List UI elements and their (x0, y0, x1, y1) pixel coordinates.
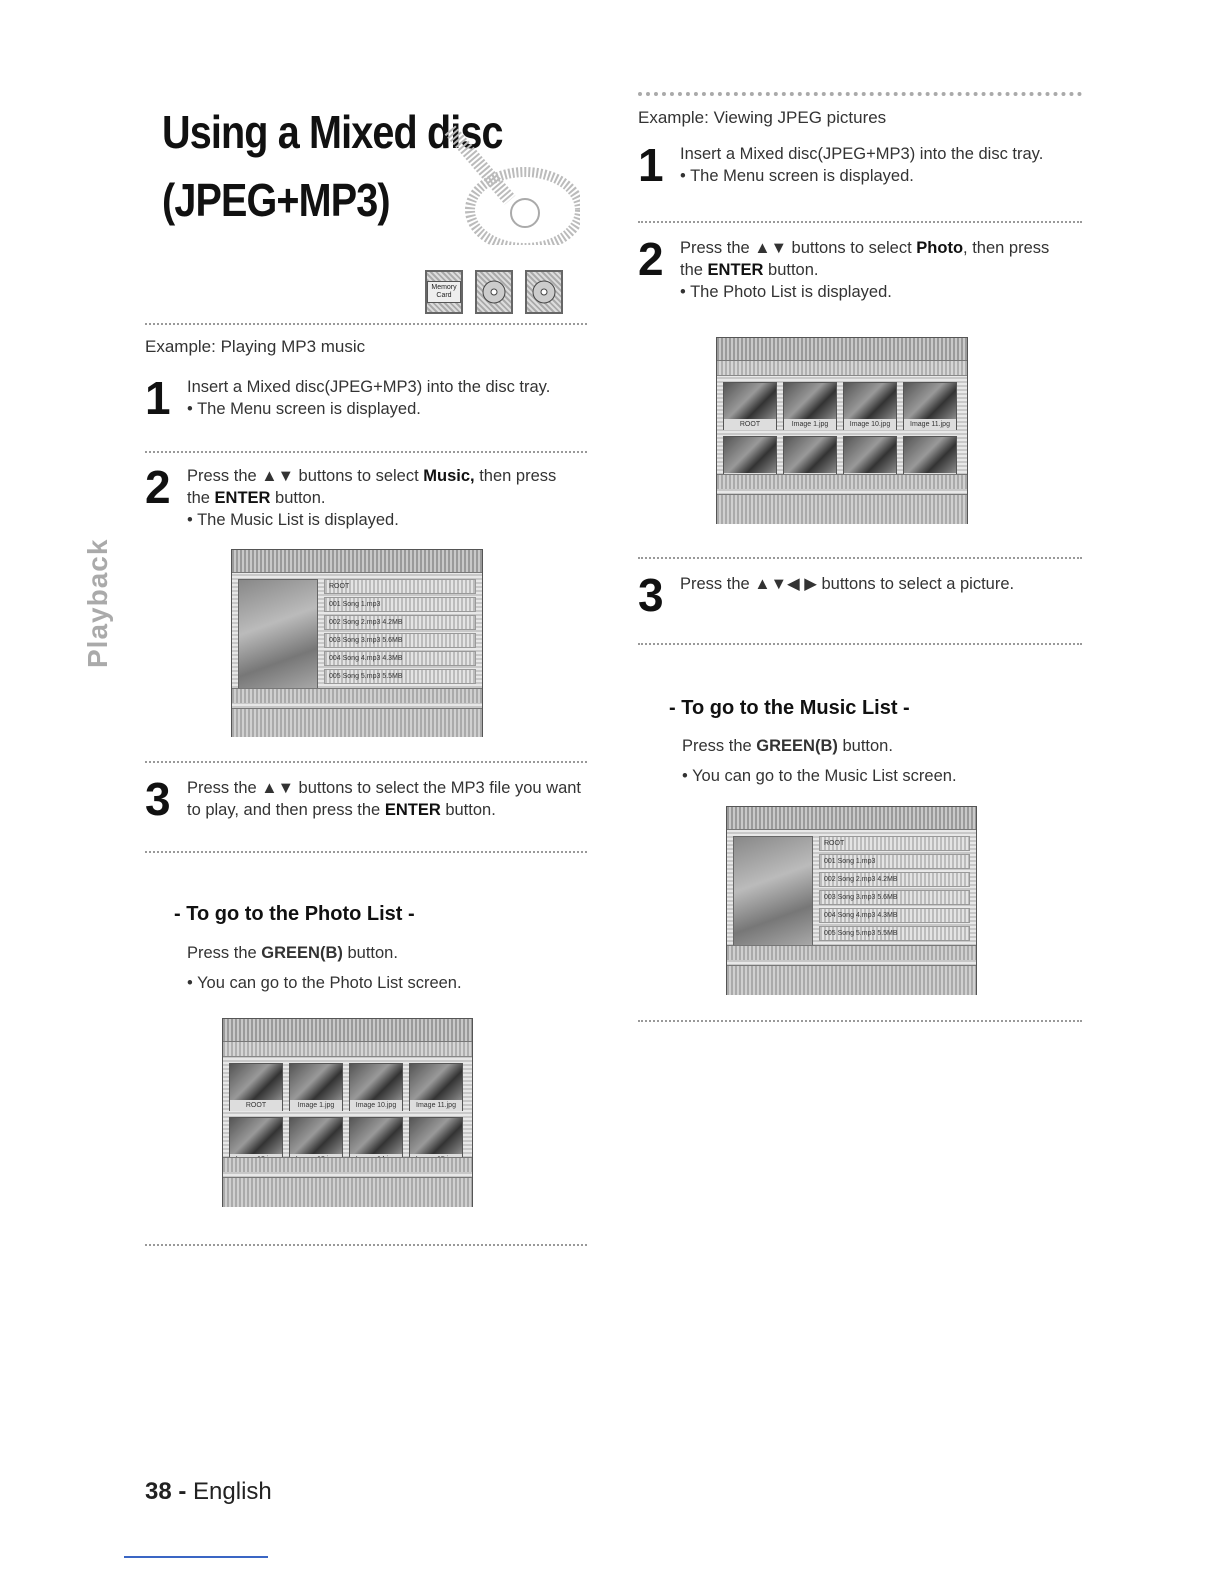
divider (145, 761, 587, 763)
list-item: 002 Song 2.mp3 4.2MB (819, 872, 970, 887)
thumbnail-label: ROOT (230, 1100, 282, 1111)
thumbnail-label: ROOT (724, 419, 776, 430)
step-subtext: • The Music List is displayed. (187, 511, 399, 529)
disc-icon (475, 270, 513, 314)
thumbnail-label: Image 11.jpg (904, 419, 956, 430)
photo-thumbnail (843, 382, 897, 430)
step-subtext: • The Menu screen is displayed. (680, 167, 914, 185)
list-item: 003 Song 3.mp3 5.6MB (324, 633, 476, 648)
divider (145, 1244, 587, 1246)
list-item: 004 Song 4.mp3 4.3MB (324, 651, 476, 666)
list-item: 001 Song 1.mp3 (324, 597, 476, 612)
divider (638, 1020, 1082, 1022)
step-number: 1 (638, 139, 664, 191)
photo-thumbnail (723, 382, 777, 430)
thumbnail-label: Image 10.jpg (844, 419, 896, 430)
step-number: 2 (145, 461, 171, 513)
divider (145, 851, 587, 853)
photo-list-instruction: Press the GREEN(B) button. (187, 944, 398, 962)
list-item: 003 Song 3.mp3 5.6MB (819, 890, 970, 905)
list-item: 005 Song 5.mp3 5.5MB (819, 926, 970, 941)
step-number: 3 (638, 569, 664, 621)
step-1 (145, 372, 595, 424)
divider (638, 221, 1082, 223)
footer-rule (124, 1556, 268, 1558)
thumbnail-label: Image 1.jpg (290, 1100, 342, 1111)
page-number: 38 - English (145, 1478, 272, 1505)
step-text: Press the ▲▼ buttons to select the MP3 file you want (187, 779, 582, 797)
step-number: 3 (145, 773, 171, 825)
list-item: 005 Song 5.mp3 5.5MB (324, 669, 476, 684)
list-item: 002 Song 2.mp3 4.2MB (324, 615, 476, 630)
step-text: Press the ▲▼◀ ▶ buttons to select a picture. (680, 575, 1015, 593)
music-list-heading: - To go to the Music List - (669, 697, 910, 719)
list-item: ROOT (324, 579, 476, 594)
music-list-screenshot (726, 806, 977, 995)
example-label: Example: Playing MP3 music (145, 337, 366, 356)
photo-list-heading: - To go to the Photo List - (174, 903, 415, 925)
memory-card-icon: Memory Card (425, 270, 463, 314)
step-text: Insert a Mixed disc(JPEG+MP3) into the disc tray. (680, 145, 1044, 163)
step-3 (638, 569, 1088, 621)
photo-thumbnail (229, 1063, 283, 1111)
divider (145, 451, 587, 453)
title-line-1: Using a Mixed disc (162, 106, 503, 158)
divider (638, 643, 1082, 645)
example-label: Example: Viewing JPEG pictures (638, 108, 887, 127)
divider (638, 557, 1082, 559)
step-2: 2 Press the ▲▼ buttons to select Photo, then press the ENTER button. • The Photo List is displayed. (638, 233, 1050, 301)
step-subtext: • The Photo List is displayed. (680, 283, 892, 301)
step-2: 2 Press the ▲▼ buttons to select Music, then press the ENTER button. • The Music List is displayed. (145, 461, 557, 529)
list-item: ROOT (819, 836, 970, 851)
photo-list-screenshot (222, 1018, 473, 1207)
step-text: Insert a Mixed disc(JPEG+MP3) into the disc tray. (187, 378, 551, 396)
divider (638, 92, 1082, 96)
photo-list-note: • You can go to the Photo List screen. (187, 974, 462, 992)
step-number: 1 (145, 372, 171, 424)
media-icons (425, 270, 563, 314)
thumbnail-label: Image 10.jpg (350, 1100, 402, 1111)
music-list-screenshot (231, 549, 483, 737)
step-1 (638, 139, 1088, 191)
list-item: 001 Song 1.mp3 (819, 854, 970, 869)
music-list-instruction: Press the GREEN(B) button. (682, 737, 893, 755)
photo-thumbnail (783, 382, 837, 430)
list-item: 004 Song 4.mp3 4.3MB (819, 908, 970, 923)
photo-thumbnail (349, 1063, 403, 1111)
photo-thumbnail (289, 1063, 343, 1111)
title-line-2: (JPEG+MP3) (162, 174, 390, 226)
step-3: 3 Press the ▲▼ buttons to select the MP3 file you want to play, and then press the ENTER button. (145, 773, 582, 825)
step-subtext: • The Menu screen is displayed. (187, 400, 421, 418)
divider (145, 323, 587, 325)
photo-thumbnail (409, 1063, 463, 1111)
photo-thumbnail (903, 382, 957, 430)
photo-list-screenshot (716, 337, 968, 524)
disc-icon (525, 270, 563, 314)
step-number: 2 (638, 233, 664, 285)
section-tab-playback: Playback (82, 538, 113, 668)
disc-graphic-icon (440, 125, 580, 245)
thumbnail-label: Image 11.jpg (410, 1100, 462, 1111)
music-list-note: • You can go to the Music List screen. (682, 767, 957, 785)
thumbnail-label: Image 1.jpg (784, 419, 836, 430)
